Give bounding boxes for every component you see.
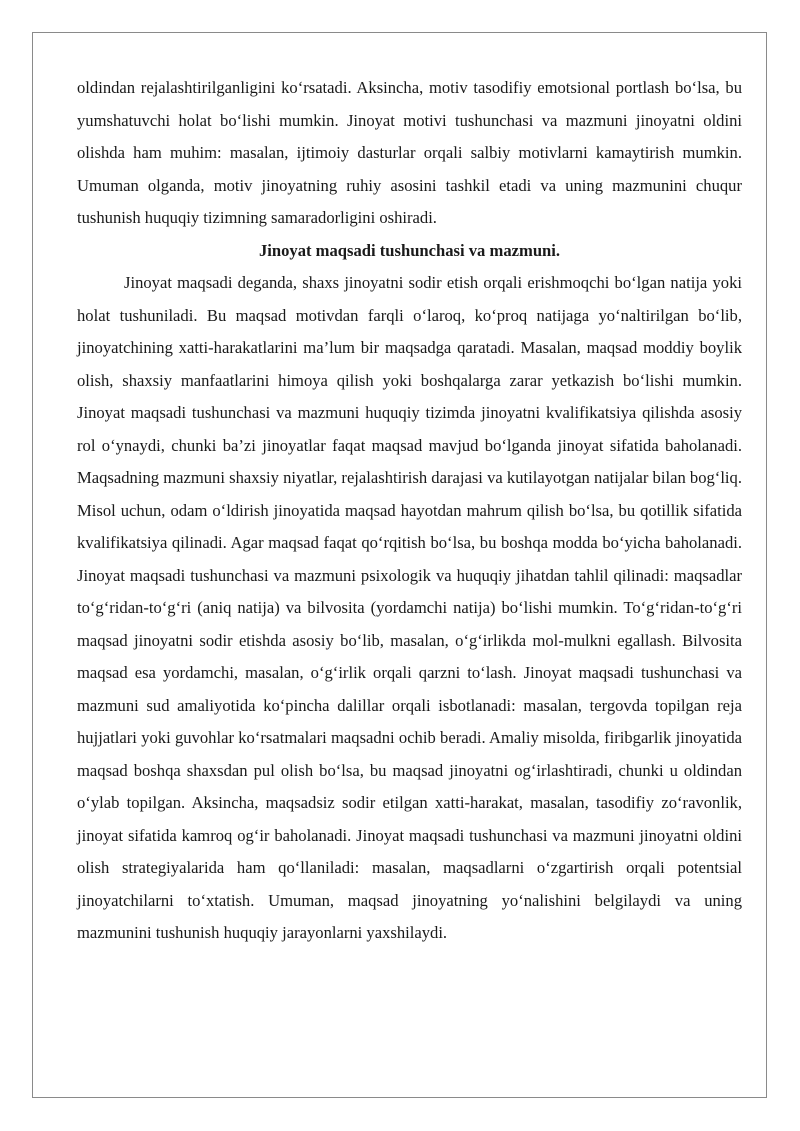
section-paragraph: Jinoyat maqsadi deganda, shaxs jinoyatni sodir etish orqali erishmoqchi bo‘lgan natija yoki holat tushuniladi. Bu maqsad motivdan farqli o‘laroq, ko‘proq natijaga yo‘naltirilgan bo‘lib, jinoyatchining xatti-harakatlarini ma’lum bir maqsadga qaratadi. Masalan, maqsad moddiy boylik olish, shaxsiy manfaatlarini himoya qilish yoki boshqalarga zarar yetkazish bo‘lishi mumkin. Jinoyat maqsadi tushunchasi va mazmuni huquqiy tizimda jinoyatni kvalifikatsiya qilishda asosiy rol o‘ynaydi, chunki ba’zi jinoyatlar faqat maqsad mavjud bo‘lganda jinoyat sifatida baholanadi. Maqsadning mazmuni shaxsiy niyatlar, rejalashtirish darajasi va kutilayotgan natijalar bilan bog‘liq. Misol uchun, odam o‘ldirish jinoyatida maqsad hayotdan mahrum qilish bo‘lsa, bu qotillik sifatida kvalifikatsiya qilinadi. Agar maqsad faqat qo‘rqitish bo‘lsa, bu boshqa modda bo‘yicha baholanadi. Jinoyat maqsadi tushunchasi va mazmuni psixologik va huquqiy jihatdan tahlil qilinadi: maqsadlar to‘g‘ridan-to‘g‘ri (aniq natija) va bilvosita (yordamchi natija) bo‘lishi mumkin. To‘g‘ridan-to‘g‘ri maqsad jinoyatni sodir etishda asosiy bo‘lib, masalan, o‘g‘irlikda mol-mulkni egallash. Bilvosita maqsad esa yordamchi, masalan, o‘g‘irlik orqali qarzni to‘lash. Jinoyat maqsadi tushunchasi va mazmuni sud amaliyotida ko‘pincha dalillar orqali isbotlanadi: masalan, tergovda topilgan reja hujjatlari yoki guvohlar ko‘rsatmalari maqsadni ochib beradi. Amaliy misolda, firibgarlik jinoyatida maqsad boshqa shaxsdan pul olish bo‘lsa, bu maqsad jinoyatni og‘irlashtiradi, chunki u oldindan o‘ylab topilgan. Aksincha, maqsadsiz sodir etilgan xatti-harakat, masalan, tasodifiy zo‘ravonlik, jinoyat sifatida kamroq og‘ir baholanadi. Jinoyat maqsadi tushunchasi va mazmuni jinoyatni oldini olish strategiyalarida ham qo‘llaniladi: masalan, maqsadlarni o‘zgartirish orqali potentsial jinoyatchilarni to‘xtatish. Umuman, maqsad jinoyatning yo‘nalishini belgilaydi va uning mazmunini tushunish huquqiy jarayonlarni yaxshilaydi. bbox=[77, 273, 742, 942]
section-heading: Jinoyat maqsadi tushunchasi va mazmuni. bbox=[258, 240, 561, 260]
document-body bbox=[77, 72, 742, 950]
continuation-paragraph: oldindan rejalashtirilganligini ko‘rsatadi. Aksincha, motiv tasodifiy emotsional portlash bo‘lsa, bu yumshatuvchi holat bo‘lishi mumkin. Jinoyat motivi tushunchasi va mazmuni jinoyatni oldini olishda ham muhim: masalan, ijtimoiy dasturlar orqali salbiy motivlarni kamaytirish mumkin. Umuman olganda, motiv jinoyatning ruhiy asosini tashkil etadi va uning mazmunini chuqur tushunish huquqiy tizimning samaradorligini oshiradi. bbox=[77, 78, 742, 227]
